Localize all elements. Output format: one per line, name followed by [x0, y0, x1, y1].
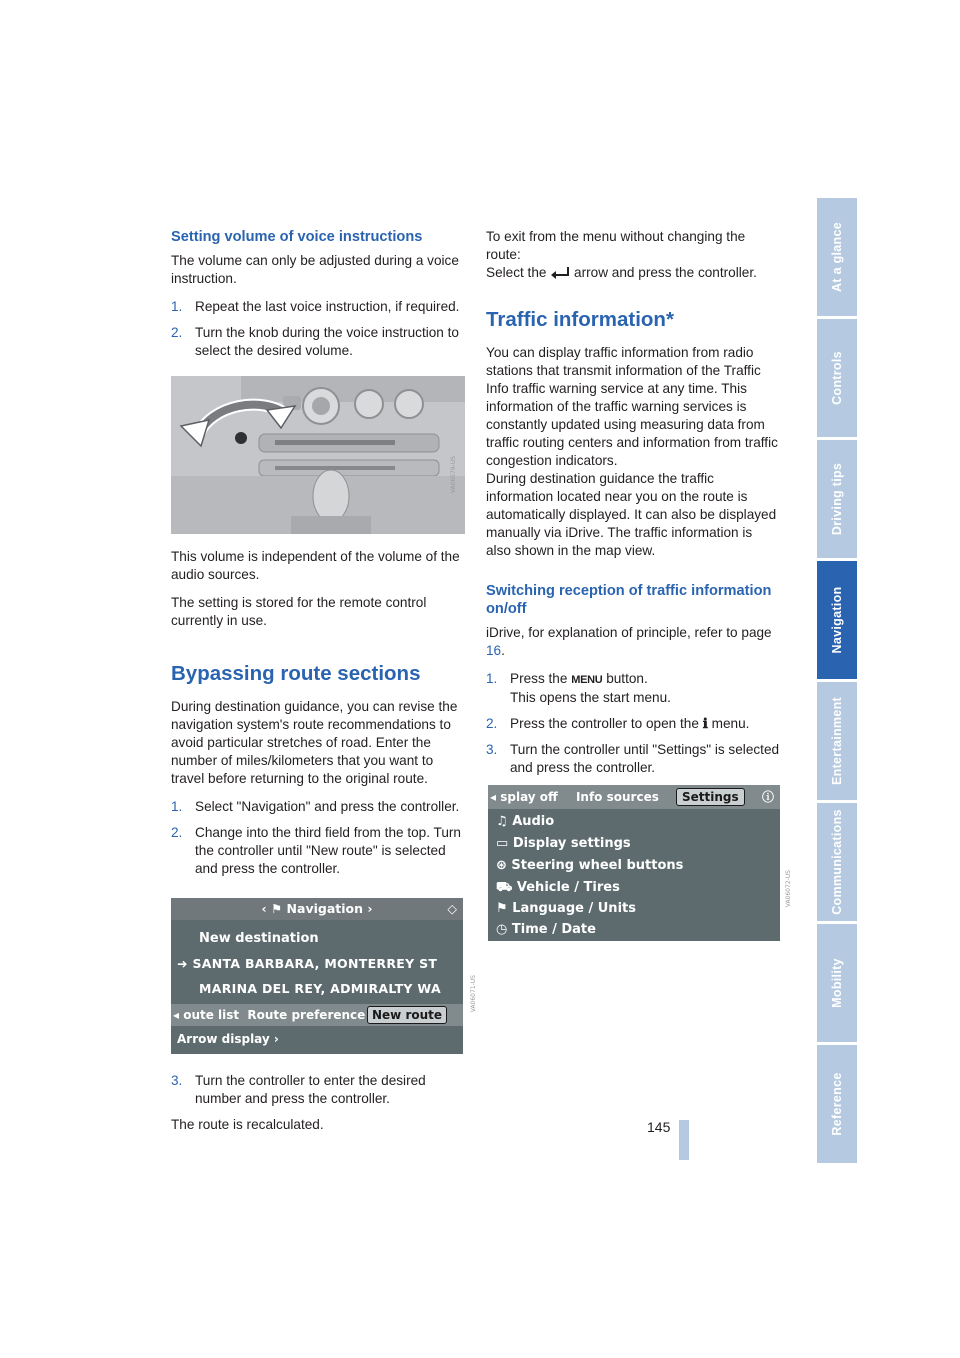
heading-bypassing: Bypassing route sections — [171, 662, 421, 685]
step-text: Turn the controller until "Settings" is selected and press the controller. — [510, 742, 780, 775]
arrow-left-icon: ◂ — [173, 1008, 180, 1022]
compass-icon: ◇ — [447, 901, 457, 916]
section-tabs — [817, 198, 857, 1166]
step-item — [171, 798, 467, 816]
tab-label: Controls — [830, 351, 844, 405]
arrow-display-label: Arrow display — [177, 1032, 270, 1046]
tab-label: Driving tips — [830, 462, 844, 536]
route-arrow-icon: ➜ — [177, 956, 193, 971]
flag-icon: ⚑ — [496, 901, 513, 916]
menu-item-label: Display settings — [512, 836, 631, 851]
back-arrow-icon — [550, 265, 570, 279]
tab-new-route[interactable]: New route — [367, 1006, 447, 1024]
tab-label: Communications — [830, 809, 844, 915]
arrow-display-item[interactable] — [177, 1030, 463, 1048]
tab-driving-tips[interactable] — [817, 440, 857, 558]
menu-item-label: Vehicle / Tires — [516, 880, 620, 895]
step-number: 2. — [171, 325, 183, 340]
steering-wheel-icon: ⊛ — [496, 858, 512, 873]
step-item — [171, 1072, 467, 1108]
text-part: iDrive, for explanation of principle, refer to page — [486, 625, 772, 640]
paragraph: The route is recalculated. — [171, 1117, 324, 1132]
step-text: Turn the knob during the voice instruction to select the desired volume. — [195, 325, 459, 358]
menu-item-label: Audio — [512, 814, 555, 829]
paragraph — [486, 264, 780, 282]
figure-code: VA06072-US — [785, 870, 792, 908]
tab-at-a-glance[interactable] — [817, 198, 857, 316]
heading-traffic-information: Traffic information* — [486, 308, 674, 331]
step-number: 2. — [486, 716, 498, 731]
text-part: Press the controller to open the — [510, 716, 699, 731]
menu-item[interactable] — [496, 813, 780, 831]
step-item — [171, 824, 467, 878]
paragraph: During destination guidance, you can revise the navigation system's route recommendations to avoid particular stretches of road. Enter the number of miles/kilometers that you want to travel before returning to the original route. — [171, 699, 458, 786]
info-icon: ⓘ — [761, 790, 774, 804]
display-icon: ▭ — [496, 836, 513, 851]
dashboard-illustration — [171, 376, 465, 534]
screen-title: Navigation — [286, 901, 364, 916]
info-icon: ℹ — [702, 716, 708, 732]
heading-switching-reception: Switching reception of traffic information on/off — [486, 583, 772, 617]
menu-item[interactable] — [496, 879, 780, 897]
step-number: 1. — [171, 299, 183, 314]
text-part: button. — [606, 671, 648, 686]
figure-code: VA06071-US — [470, 975, 477, 1013]
tab-info-sources[interactable]: Info sources — [575, 790, 659, 804]
text-part: menu. — [711, 716, 750, 731]
paragraph: You can display traffic information from radio stations that transmit information of the Traffic Info traffic warning service at any time. This information of the traffic warning services is constantly updated using measuring data from traffic routing centers and information from traffic congestion indicators. — [486, 345, 778, 468]
tab-communications[interactable] — [817, 803, 857, 921]
page-link[interactable]: 16 — [486, 643, 502, 658]
navigation-screen — [171, 898, 463, 1054]
tab-route-list[interactable]: oute list — [183, 1008, 240, 1022]
step-number: 3. — [486, 742, 498, 757]
right-column — [486, 228, 780, 941]
settings-screen — [488, 785, 780, 941]
tab-label: At a glance — [830, 222, 844, 292]
heading-voice-volume: Setting volume of voice instructions — [171, 229, 423, 245]
tab-mobility[interactable] — [817, 924, 857, 1042]
menu-item-label: Steering wheel buttons — [511, 858, 684, 873]
tab-label: Navigation — [830, 586, 844, 654]
step-text: Change into the third field from the top. Turn the controller until "New route" is selected and press the controller. — [195, 825, 461, 876]
destination-item[interactable] — [177, 955, 463, 973]
step-number: 3. — [171, 1073, 183, 1088]
navigation-icon: ⚑ — [270, 901, 287, 916]
menu-key-icon: MENU — [571, 674, 603, 686]
step-item — [171, 324, 467, 360]
step-number: 1. — [171, 799, 183, 814]
menu-item[interactable] — [496, 921, 780, 939]
step-item — [486, 741, 780, 777]
paragraph: During destination guidance the traffic information located near you on the route is automatically displayed. It can also be displayed manually via iDrive. The traffic information is also shown in the map view. — [486, 471, 777, 558]
tab-label: Mobility — [830, 958, 844, 1008]
tab-display-off[interactable]: splay off — [500, 790, 558, 804]
left-column — [171, 228, 467, 1144]
tab-entertainment[interactable] — [817, 682, 857, 800]
step-text: Turn the controller to enter the desired number and press the controller. — [195, 1073, 426, 1106]
menu-item[interactable] — [496, 900, 780, 918]
tab-route-preference[interactable]: Route preference — [247, 1008, 366, 1022]
menu-new-destination[interactable]: New destination — [199, 931, 319, 946]
text-part: Press the — [510, 671, 568, 686]
clock-icon: ◷ — [496, 922, 512, 937]
text-part: This opens the start menu. — [510, 690, 671, 705]
paragraph: iDrive, for explanation of principle, refer to page 16. — [486, 625, 772, 658]
tab-bar — [488, 785, 780, 809]
tab-settings[interactable]: Settings — [676, 788, 745, 806]
destination-label: SANTA BARBARA, MONTERREY ST — [192, 956, 438, 971]
page-number: 145 — [647, 1119, 671, 1135]
paragraph: To exit from the menu without changing the route: — [486, 229, 746, 262]
step-number: 1. — [486, 671, 498, 686]
menu-item[interactable] — [496, 835, 780, 853]
paragraph: The volume can only be adjusted during a voice instruction. — [171, 253, 459, 286]
step-number: 2. — [171, 825, 183, 840]
tab-label: Entertainment — [830, 697, 844, 785]
tab-bar — [171, 1004, 463, 1026]
figure-code: VA06079-US — [450, 456, 457, 494]
step-text: Select "Navigation" and press the controller. — [195, 799, 460, 814]
text-part: Select the — [486, 265, 547, 280]
tab-controls[interactable] — [817, 319, 857, 437]
step-text: Repeat the last voice instruction, if required. — [195, 299, 460, 314]
paragraph: The setting is stored for the remote control currently in use. — [171, 595, 427, 628]
arrow-left-icon: ◂ — [490, 790, 497, 804]
tab-label: Reference — [830, 1072, 844, 1136]
chevron-left-icon: ‹ — [261, 901, 271, 916]
screen-title-bar — [171, 898, 463, 920]
text-part: arrow and press the controller. — [574, 265, 757, 280]
vehicle-icon: ⛟ — [496, 880, 517, 895]
volume-knob-photo — [171, 376, 465, 534]
step-item — [486, 670, 780, 707]
menu-item[interactable] — [496, 857, 780, 875]
step-item — [171, 298, 467, 316]
chevron-right-icon: › — [269, 1032, 279, 1046]
page-marker — [679, 1120, 689, 1160]
menu-item-label: Time / Date — [511, 922, 596, 937]
menu-item-label: Language / Units — [512, 901, 636, 916]
audio-icon: ♫ — [496, 814, 513, 829]
chevron-right-icon: › — [367, 901, 373, 916]
destination-item[interactable]: MARINA DEL REY, ADMIRALTY WA — [199, 981, 441, 996]
paragraph: This volume is independent of the volume of the audio sources. — [171, 549, 460, 582]
step-item — [486, 715, 780, 733]
tab-reference[interactable] — [817, 1045, 857, 1163]
tab-navigation[interactable] — [817, 561, 857, 679]
